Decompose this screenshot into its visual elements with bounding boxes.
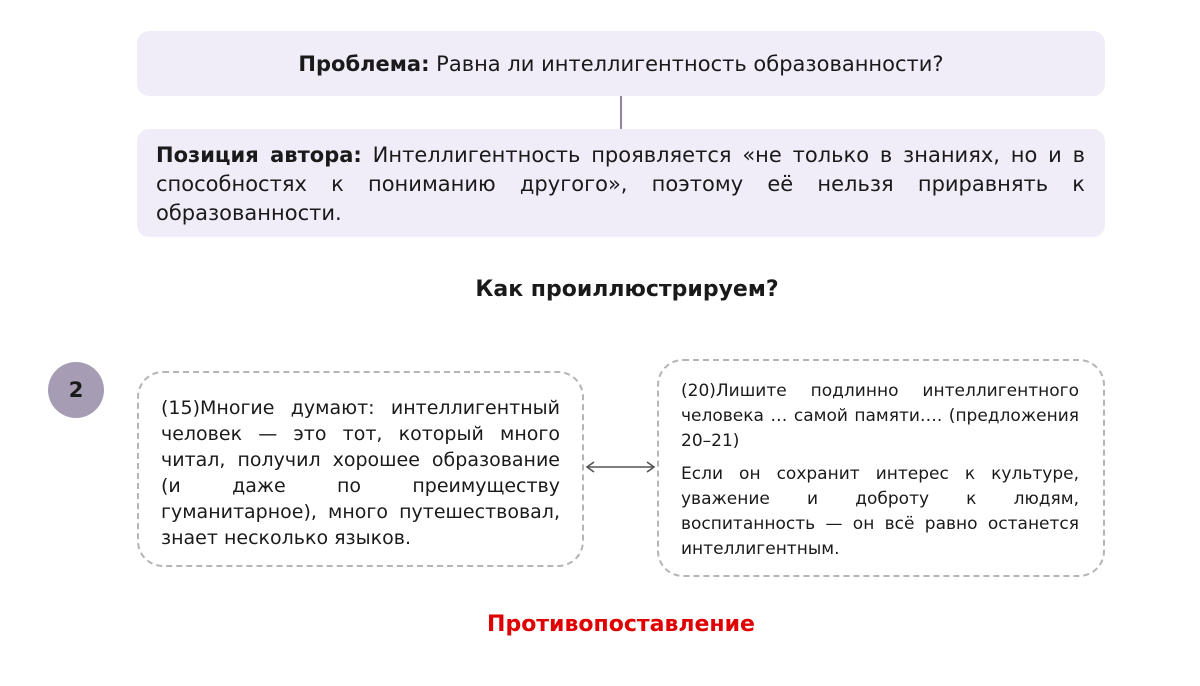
double-arrow-icon	[584, 459, 657, 475]
example-left-box	[137, 371, 584, 567]
example-right-quote: (20)Лишите подлинно интеллигентного человека … самой памяти…. (предложения 20–21)	[681, 381, 1079, 451]
example-left-text: (15)Многие думают: интеллигентный человек — это тот, который много читал, получил хорошее образование (и даже по преимуществу гуманитарное), много путешествовал, знает несколько языков.	[161, 397, 560, 549]
question-heading: Как проиллюстрируем?	[475, 277, 779, 302]
relation-label: Противопоставление	[487, 612, 755, 637]
number-badge: 2	[48, 362, 104, 418]
example-right-box	[657, 359, 1105, 577]
problem-text: Равна ли интеллигентность образованности?	[436, 51, 944, 76]
connector-line	[620, 96, 622, 129]
author-position-box	[137, 129, 1105, 237]
problem-label: Проблема:	[298, 51, 430, 76]
example-right-comment: Если он сохранит интерес к культуре, уважение и доброту к людям, воспитанность — он всё равно останется интеллигентным.	[681, 464, 1079, 559]
problem-box	[137, 31, 1105, 96]
position-label: Позиция автора:	[156, 143, 362, 167]
position-text: Интеллигентность проявляется «не только в знаниях, но и в способностях к пониманию другого», поэтому её нельзя приравнять к образованности.	[156, 143, 1085, 225]
